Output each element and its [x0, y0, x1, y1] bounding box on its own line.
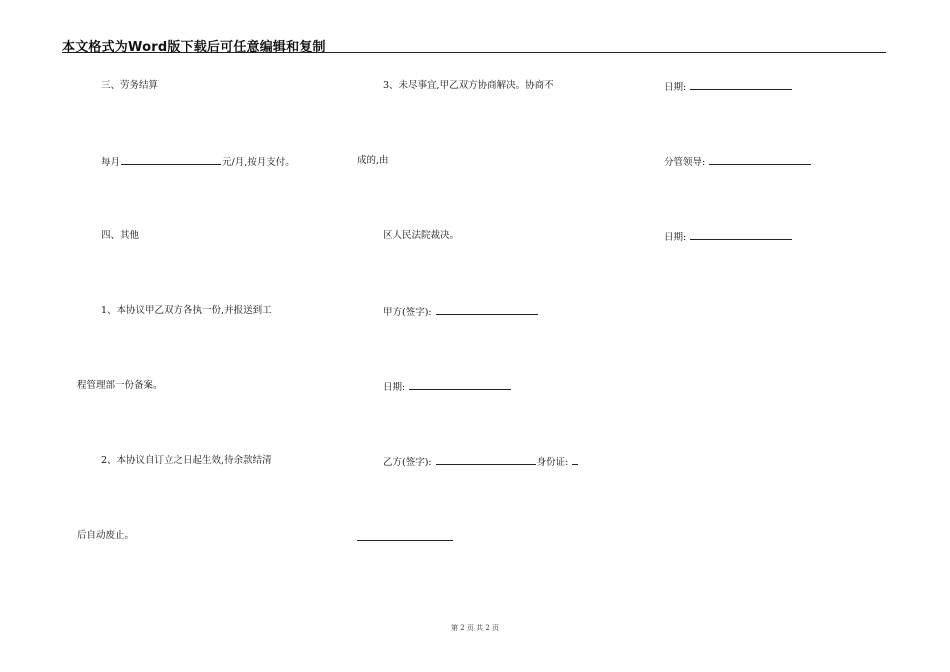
page-number-footer: 第 2 页 共 2 页	[450, 624, 500, 632]
date-blank-2	[690, 230, 792, 240]
clause-1-line-2: 程管理部一份备案。	[77, 380, 163, 391]
clause-2-line-2: 后自动废止。	[77, 530, 135, 541]
header-divider	[62, 52, 886, 53]
party-a-date-label: 日期:	[383, 382, 406, 393]
supervisor-label: 分管领导:	[664, 157, 706, 168]
date-label-2: 日期:	[664, 232, 687, 243]
clause-2-line-1: 2、本协议自订立之日起生效,待余款结清	[101, 455, 272, 466]
party-a-label: 甲方(签字):	[383, 307, 432, 318]
monthly-payment-line	[101, 155, 295, 169]
clause-1-line-1: 1、本协议甲乙双方各执一份,并报送到工	[101, 305, 272, 316]
supervisor-line	[664, 155, 812, 169]
date-label-1: 日期:	[664, 82, 687, 93]
id-card-label: 身份证:	[536, 457, 569, 468]
date-blank-1	[690, 80, 792, 90]
clause-3-line-2: 成的,由	[357, 155, 389, 166]
party-a-date-blank	[409, 380, 511, 390]
party-b-signature-line	[383, 455, 579, 469]
supervisor-blank	[709, 155, 811, 165]
section-labor-settlement-heading: 三、劳务结算	[101, 80, 159, 91]
party-a-signature-line	[383, 305, 539, 319]
party-b-label: 乙方(签字):	[383, 457, 432, 468]
monthly-payment-prefix: 每月	[101, 157, 121, 168]
clause-3-line-1: 3、未尽事宜,甲乙双方协商解决。协商不	[383, 80, 554, 91]
monthly-payment-suffix: 元/月,按月支付。	[222, 157, 295, 168]
date-line-2	[664, 230, 793, 244]
header-title: 本文格式为Word版下载后可任意编辑和复制	[62, 40, 326, 55]
monthly-amount-blank	[121, 155, 221, 165]
date-line-1	[664, 80, 793, 94]
party-a-signature-blank	[436, 305, 538, 315]
party-a-date-line	[383, 380, 512, 394]
party-b-signature-blank	[436, 455, 536, 465]
id-card-blank	[572, 455, 578, 465]
clause-3-line-3: 区人民法院裁决。	[383, 230, 460, 241]
section-other-heading: 四、其他	[101, 230, 140, 241]
party-b-date-blank	[357, 540, 453, 541]
